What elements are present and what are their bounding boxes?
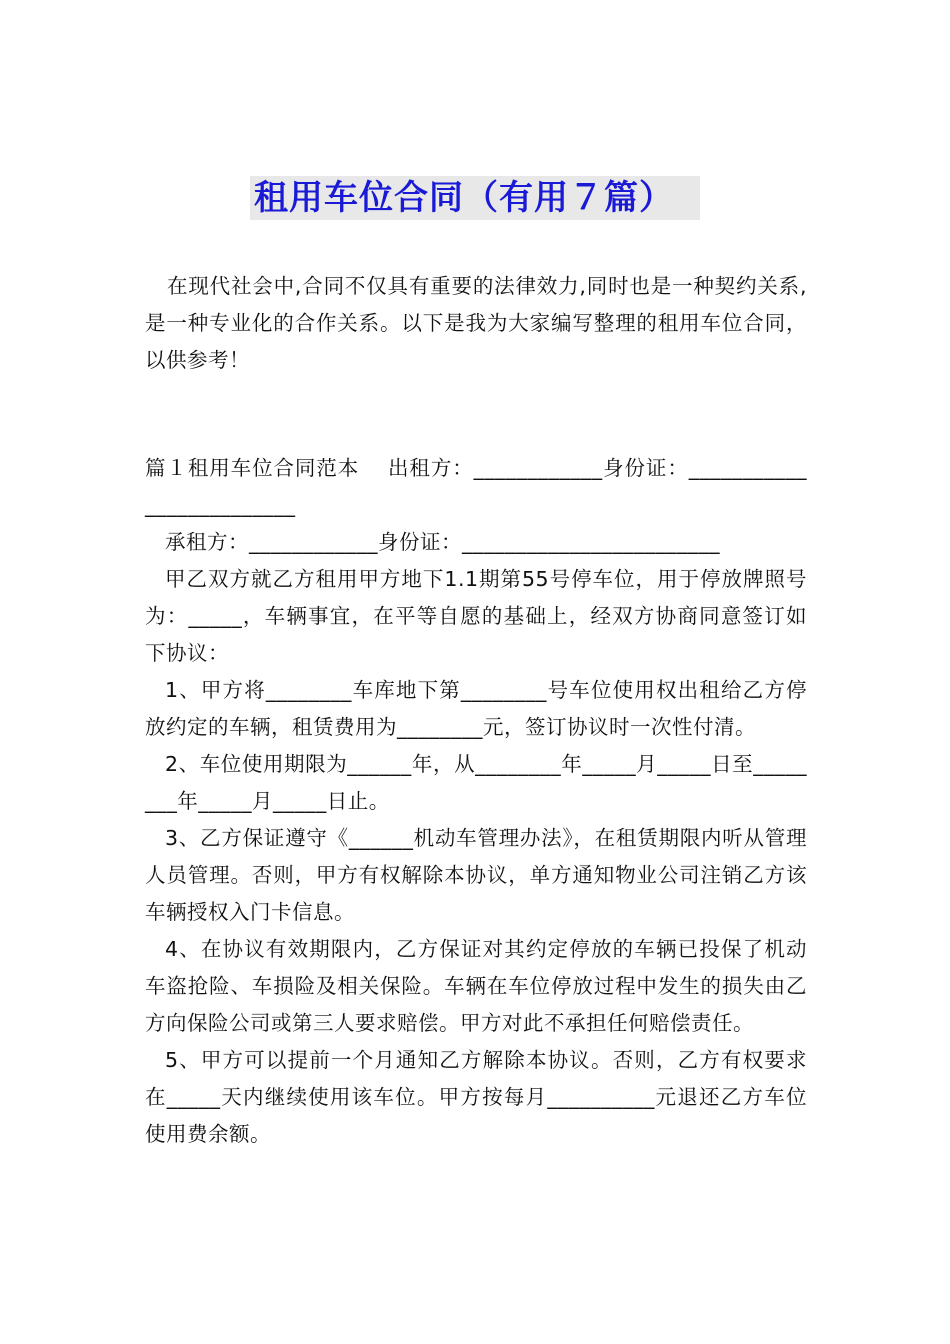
- clause-2: 2、车位使用期限为______年，从________年_____月_____日至________年_____月_____日止。: [145, 752, 807, 813]
- contract-header-paragraph: 篇１租用车位合同范本 出租方：____________身份证：_________________________: [145, 456, 807, 517]
- contract-section: [145, 450, 807, 1153]
- clause-5: 5、甲方可以提前一个月通知乙方解除本协议。否则，乙方有权要求在_____天内继续使用该车位。甲方按每月__________元退还乙方车位使用费余额。: [145, 1048, 807, 1146]
- intro-paragraph: 在现代社会中,合同不仅具有重要的法律效力,同时也是一种契约关系,是一种专业化的合作关系。以下是我为大家编写整理的租用车位合同，以供参考！: [145, 274, 807, 372]
- clause-1: 1、甲方将________车库地下第________号车位使用权出租给乙方停放约定的车辆，租赁费用为________元，签订协议时一次性付清。: [145, 678, 807, 739]
- agreement-paragraph: 甲乙双方就乙方租用甲方地下1.1期第55号停车位，用于停放牌照号为：_____，车辆事宜，在平等自愿的基础上，经双方协商同意签订如下协议：: [145, 567, 807, 665]
- lessee-paragraph: 承租方：____________身份证：________________________: [165, 530, 720, 554]
- intro-section: [145, 268, 807, 379]
- clause-3: 3、乙方保证遵守《______机动车管理办法》，在租赁期限内听从管理人员管理。否则，甲方有权解除本协议，单方通知物业公司注销乙方该车辆授权入门卡信息。: [145, 826, 807, 924]
- clause-4: 4、在协议有效期限内，乙方保证对其约定停放的车辆已投保了机动车盗抢险、车损险及相关保险。车辆在车位停放过程中发生的损失由乙方向保险公司或第三人要求赔偿。甲方对此不承担任何赔偿责任。: [145, 937, 807, 1035]
- document-title: 租用车位合同（有用７篇）: [250, 176, 700, 220]
- title-wrapper: [0, 176, 950, 220]
